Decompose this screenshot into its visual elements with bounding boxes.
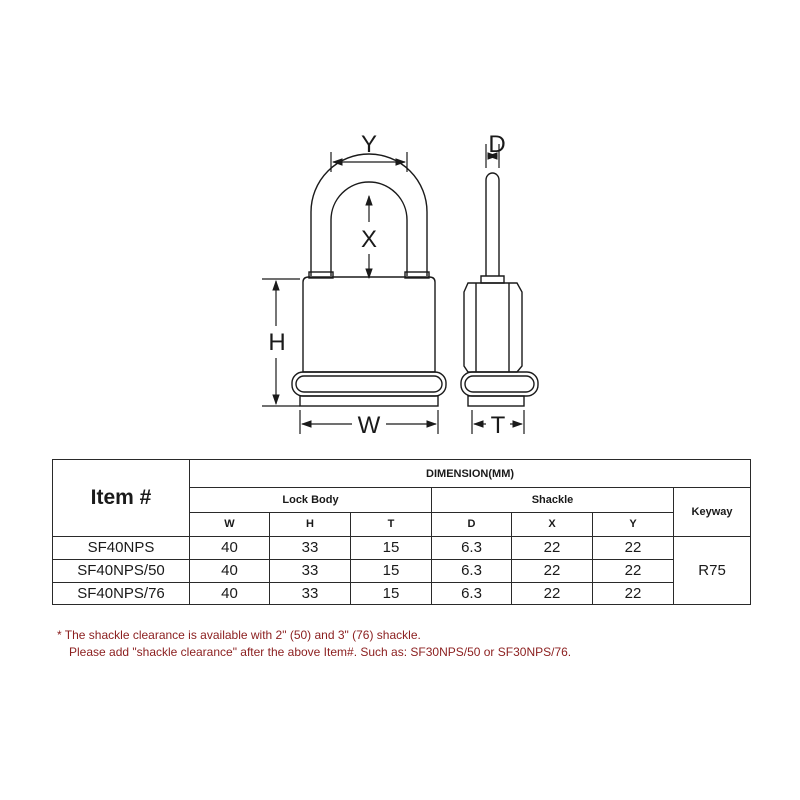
- value-cell: 33: [270, 559, 351, 582]
- padlock-side-view: [461, 173, 538, 406]
- padlock-front-view: [292, 154, 446, 406]
- note-line-1: * The shackle clearance is available with 2" (50) and 3" (76) shackle.: [57, 628, 421, 642]
- side-base: [468, 396, 524, 406]
- value-cell: 22: [512, 559, 593, 582]
- column-header-y: Y: [593, 513, 674, 536]
- front-bumper-inner: [296, 376, 442, 392]
- column-header-t: T: [351, 513, 432, 536]
- value-cell: 15: [351, 582, 432, 604]
- value-cell: 33: [270, 536, 351, 559]
- item-cell: SF40NPS/76: [53, 582, 190, 604]
- value-cell: 6.3: [432, 559, 512, 582]
- column-header-d: D: [432, 513, 512, 536]
- dim-label-w: W: [357, 412, 381, 439]
- value-cell: 6.3: [432, 536, 512, 559]
- keyway-cell: R75: [674, 536, 751, 604]
- note-line-2: Please add "shackle clearance" after the above Item#. Such as: SF30NPS/50 or SF30NPS/76.: [69, 645, 572, 659]
- value-cell: 22: [512, 536, 593, 559]
- value-cell: 40: [190, 536, 270, 559]
- value-cell: 33: [270, 582, 351, 604]
- value-cell: 22: [593, 536, 674, 559]
- front-base: [300, 396, 438, 406]
- side-shackle: [486, 173, 499, 276]
- value-cell: 22: [512, 582, 593, 604]
- value-cell: 22: [593, 582, 674, 604]
- keyway-header: Keyway: [674, 488, 751, 536]
- dimension-header: DIMENSION(MM): [190, 460, 751, 488]
- column-header-x: X: [512, 513, 593, 536]
- dim-label-h: H: [268, 329, 286, 356]
- side-bumper-inner: [465, 376, 534, 392]
- lock-body-header: Lock Body: [190, 488, 432, 513]
- value-cell: 15: [351, 536, 432, 559]
- shackle-clearance-note: [57, 627, 571, 661]
- item-cell: SF40NPS: [53, 536, 190, 559]
- value-cell: 15: [351, 559, 432, 582]
- dimension-table: [52, 459, 751, 605]
- dim-label-t: T: [490, 412, 506, 439]
- front-lock-body: [303, 277, 435, 372]
- value-cell: 22: [593, 559, 674, 582]
- side-lock-body: [464, 283, 522, 372]
- value-cell: 40: [190, 559, 270, 582]
- table-row: [53, 536, 751, 559]
- item-cell: SF40NPS/50: [53, 559, 190, 582]
- table-row: [53, 559, 751, 582]
- table-row: [53, 582, 751, 604]
- dimension-lines: [262, 144, 524, 434]
- column-header-w: W: [190, 513, 270, 536]
- item-header: Item #: [53, 460, 190, 537]
- dim-label-d: D: [488, 131, 506, 158]
- value-cell: 40: [190, 582, 270, 604]
- side-shackle-step: [481, 276, 504, 283]
- dim-label-x: X: [360, 226, 378, 253]
- shackle-header: Shackle: [432, 488, 674, 513]
- dim-label-y: Y: [360, 131, 378, 158]
- column-header-h: H: [270, 513, 351, 536]
- value-cell: 6.3: [432, 582, 512, 604]
